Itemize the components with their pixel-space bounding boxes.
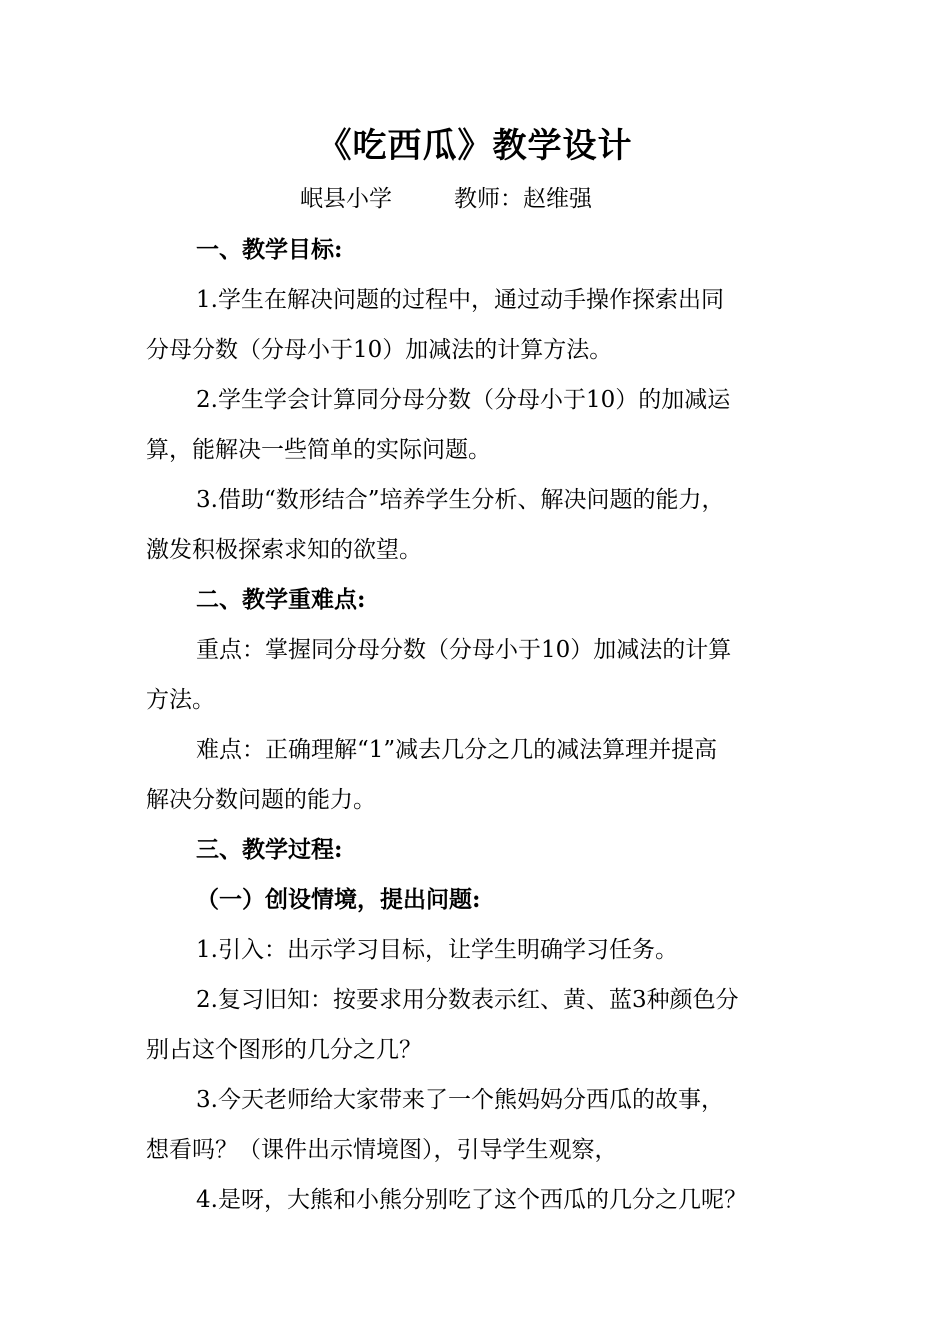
difficult-point-line-2: 解决分数问题的能力。 [146, 787, 376, 813]
objectives-heading: 一、教学目标: [196, 236, 343, 263]
key-point-line-2: 方法。 [146, 687, 215, 713]
process-item-2-line-2: 别占这个图形的几分之几？ [146, 1037, 422, 1063]
document-title: 《吃西瓜》教学设计 [317, 126, 633, 166]
process-item-3-line-2: 想看吗？（课件出示情境图），引导学生观察， [146, 1137, 618, 1163]
keypoints-heading: 二、教学重难点: [196, 586, 366, 613]
step-1-heading: （一）创设情境，提出问题: [196, 886, 481, 913]
difficult-point-line-1: 难点：正确理解“1”减去几分之几的减法算理并提高 [196, 737, 718, 763]
author-line [300, 183, 592, 215]
teacher-name: 教师：赵维强 [454, 186, 592, 212]
process-item-4: 4.是呀，大熊和小熊分别吃了这个西瓜的几分之几呢？ [196, 1187, 747, 1213]
objective-2-line-2: 算，能解决一些简单的实际问题。 [146, 437, 491, 463]
process-item-3-line-1: 3.今天老师给大家带来了一个熊妈妈分西瓜的故事， [196, 1087, 724, 1113]
objective-3-line-1: 3.借助“数形结合”培养学生分析、解决问题的能力， [196, 487, 725, 513]
school-name: 岷县小学 [300, 186, 392, 212]
objective-1-line-1: 1.学生在解决问题的过程中，通过动手操作探索出同 [196, 287, 724, 313]
key-point-line-1: 重点：掌握同分母分数（分母小于10）加减法的计算 [196, 637, 732, 663]
objective-3-line-2: 激发积极探索求知的欲望。 [146, 537, 422, 563]
process-item-2-line-1: 2.复习旧知：按要求用分数表示红、黄、蓝3种颜色分 [196, 987, 739, 1013]
process-heading: 三、教学过程: [196, 836, 343, 863]
process-item-1: 1.引入：出示学习目标，让学生明确学习任务。 [196, 937, 678, 963]
objective-2-line-1: 2.学生学会计算同分母分数（分母小于10）的加减运 [196, 387, 731, 413]
objective-1-line-2: 分母分数（分母小于10）加减法的计算方法。 [146, 337, 613, 363]
